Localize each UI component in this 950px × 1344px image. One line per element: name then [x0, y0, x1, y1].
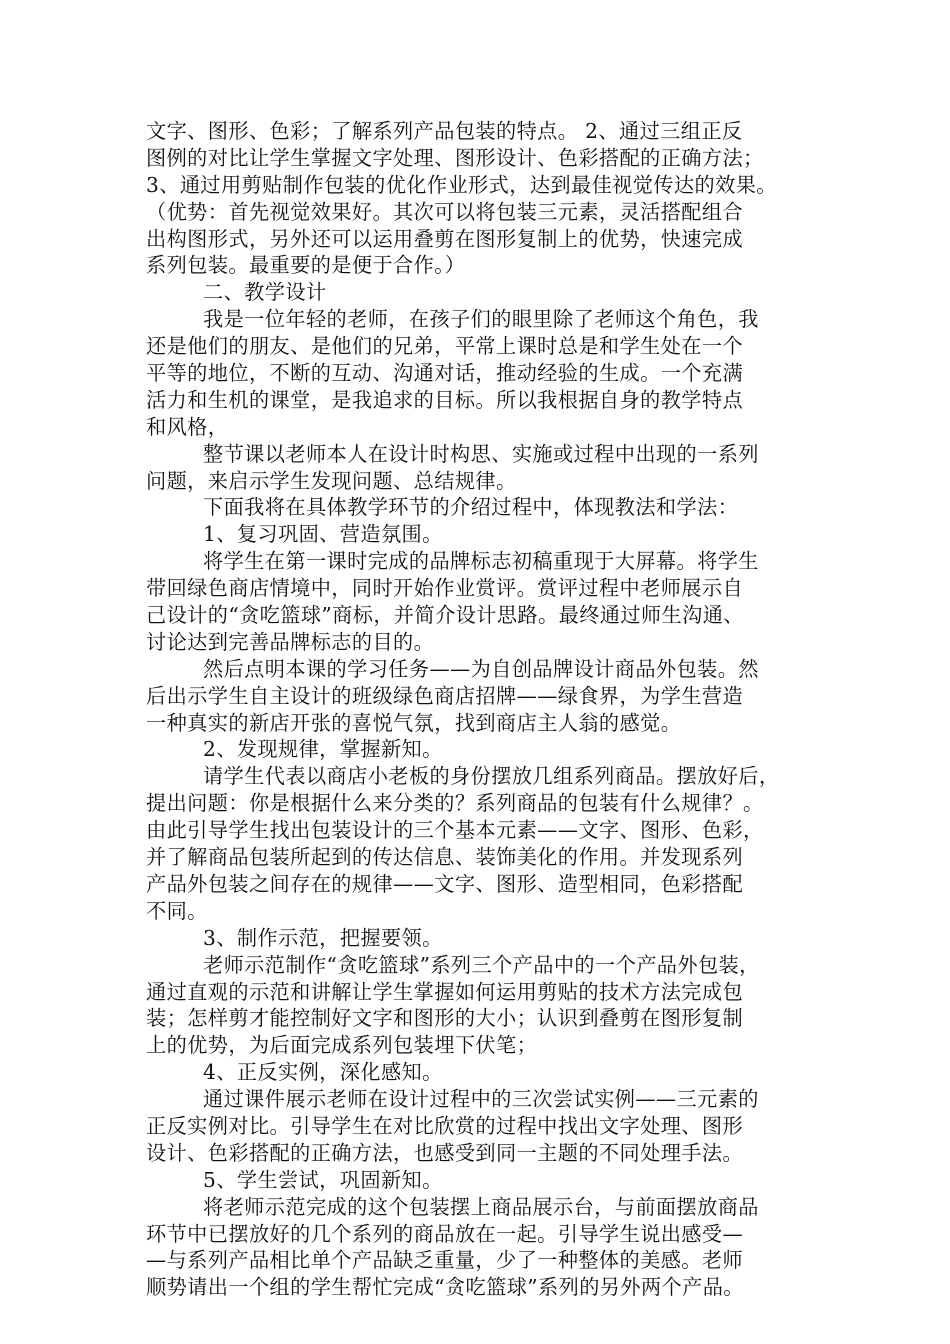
text-line: 4、正反实例，深化感知。 [203, 1060, 443, 1085]
text-line: 将学生在第一课时完成的品牌标志初稿重现于大屏幕。将学生 [203, 549, 759, 574]
text-line: 然后点明本课的学习任务——为自创品牌设计商品外包装。然 [203, 656, 759, 681]
text-line: 下面我将在具体教学环节的介绍过程中，体现教法和学法： [203, 495, 739, 520]
text-line: 图例的对比让学生掌握文字处理、图形设计、色彩搭配的正确方法； [146, 145, 764, 170]
text-line: 出构图形式，另外还可以运用叠剪在图形复制上的优势，快速完成 [146, 226, 744, 251]
text-line: 顺势请出一个组的学生帮忙完成“贪吃篮球”系列的另外两个产品。 [146, 1275, 744, 1300]
text-line: 请学生代表以商店小老板的身份摆放几组系列商品。摆放好后， [203, 764, 780, 789]
text-line: 和风格， [146, 414, 229, 439]
text-line: 老师示范制作“贪吃篮球”系列三个产品中的一个产品外包装， [203, 952, 760, 977]
document-body [146, 118, 822, 1301]
text-line: 提出问题：你是根据什么来分类的？系列商品的包装有什么规律？。 [146, 791, 764, 816]
text-line: 2、发现规律，掌握新知。 [203, 737, 443, 762]
text-line: 不同。 [146, 898, 208, 923]
text-line: 上的优势，为后面完成系列包装埋下伏笔； [146, 1033, 538, 1058]
text-line: 己设计的“贪吃篮球”商标，并简介设计思路。最终通过师生沟通、 [146, 603, 744, 628]
text-line: 我是一位年轻的老师，在孩子们的眼里除了老师这个角色，我 [203, 307, 759, 332]
text-line: 正反实例对比。引导学生在对比欣赏的过程中找出文字处理、图形 [146, 1113, 744, 1138]
text-line: 将老师示范完成的这个包装摆上商品展示台，与前面摆放商品 [203, 1194, 759, 1219]
text-line: —与系列产品相比单个产品缺乏重量，少了一种整体的美感。老师 [146, 1248, 744, 1273]
text-line: 后出示学生自主设计的班级绿色商店招牌——绿食界，为学生营造 [146, 683, 744, 708]
text-line: 系列包装。最重要的是便于合作。） [146, 253, 466, 278]
text-line: 产品外包装之间存在的规律——文字、图形、造型相同，色彩搭配 [146, 871, 744, 896]
text-line: 还是他们的朋友、是他们的兄弟，平常上课时总是和学生处在一个 [146, 334, 744, 359]
text-line: 由此引导学生找出包装设计的三个基本元素——文字、图形、色彩， [146, 818, 764, 843]
text-line: 带回绿色商店情境中，同时开始作业赏评。赏评过程中老师展示自 [146, 576, 744, 601]
text-line: 文字、图形、色彩；了解系列产品包装的特点。 2、通过三组正反 [146, 119, 743, 143]
text-line: 二、教学设计 [203, 280, 327, 305]
text-line: 1、复习巩固、营造氛围。 [203, 522, 443, 547]
text-line: 讨论达到完善品牌标志的目的。 [146, 629, 435, 654]
text-line: 3、通过用剪贴制作包装的优化作业形式，达到最佳视觉传达的效果。 [146, 172, 777, 197]
text-line: 通过直观的示范和讲解让学生掌握如何运用剪贴的技术方法完成包 [146, 979, 744, 1004]
text-line: 活力和生机的课堂，是我追求的目标。所以我根据自身的教学特点 [146, 387, 744, 412]
text-line: 环节中已摆放好的几个系列的商品放在一起。引导学生说出感受— [146, 1221, 744, 1246]
text-line: 并了解商品包装所起到的传达信息、装饰美化的作用。并发现系列 [146, 845, 744, 870]
text-line: 整节课以老师本人在设计时构思、实施或过程中出现的一系列 [203, 441, 759, 466]
text-line: 平等的地位，不断的互动、沟通对话，推动经验的生成。一个充满 [146, 361, 744, 386]
text-line: 一种真实的新店开张的喜悦气氛，找到商店主人翁的感觉。 [146, 710, 682, 735]
text-line: 装；怎样剪才能控制好文字和图形的大小；认识到叠剪在图形复制 [146, 1006, 744, 1031]
text-line: 问题，来启示学生发现问题、总结规律。 [146, 468, 517, 493]
text-line: 设计、色彩搭配的正确方法，也感受到同一主题的不同处理手法。 [146, 1140, 744, 1165]
text-line: 3、制作示范，把握要领。 [203, 925, 443, 950]
text-line: （优势：首先视觉效果好。其次可以将包装三元素，灵活搭配组合 [146, 199, 744, 224]
text-line: 通过课件展示老师在设计过程中的三次尝试实例——三元素的 [203, 1087, 759, 1112]
text-line: 5、学生尝试，巩固新知。 [203, 1167, 443, 1192]
